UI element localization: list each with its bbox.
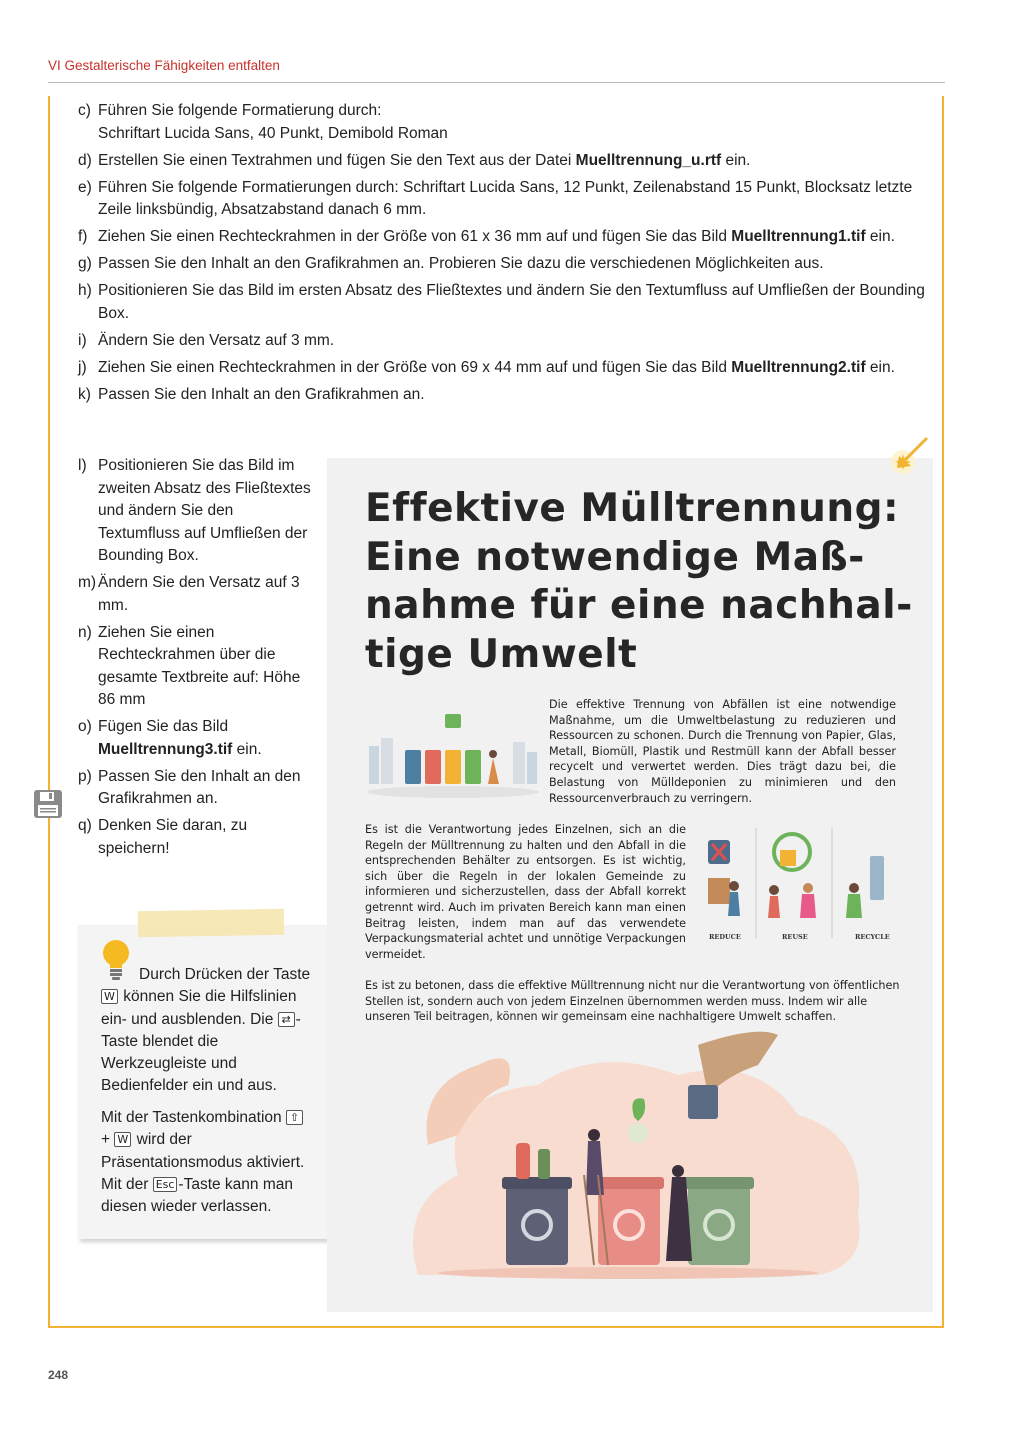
w-key-icon: W bbox=[101, 989, 118, 1004]
step-h: h) Positionieren Sie das Bild im ersten Absatz des Fließtextes und ändern Sie den Textumfluss auf Umfließen der Bounding Box. bbox=[78, 282, 925, 322]
w-key-icon: W bbox=[114, 1132, 131, 1147]
page-number: 248 bbox=[48, 1368, 69, 1382]
tape-strip bbox=[138, 909, 284, 938]
step-g: g) Passen Sie den Inhalt an den Grafikrahmen an. Probieren Sie dazu die verschiedenen Möglichkeiten aus. bbox=[78, 255, 824, 272]
recycle-label: RECYCLE bbox=[855, 933, 890, 941]
tip-paragraph-1: Durch Drücken der Taste W können Sie die Hilfslinien ein- und ausblenden. Die ⇄ -Taste blendet die Werkzeugleiste und Bedienfelder ein und aus. bbox=[101, 966, 311, 1095]
narrow-step-list bbox=[78, 455, 313, 865]
tip-paragraph-2: Mit der Tastenkombination ⇧ + W wird der Präsentationsmodus aktiviert. Mit der Esc -Taste kann man diesen wieder verlassen. bbox=[101, 1109, 305, 1216]
step-c: c) Führen Sie folgende Formatierung durch: Schriftart Lucida Sans, 40 Punkt, Demibold Roman bbox=[78, 102, 448, 142]
waste-bins-illustration bbox=[398, 1025, 880, 1280]
step-e: e) Führen Sie folgende Formatierungen durch: Schriftart Lucida Sans, 12 Punkt, Zeilenabstand 15 Punkt, Blocksatz letzte Zeile linksbündig, Absatzabstand danach 6 mm. bbox=[78, 178, 913, 218]
step-j: j) Ziehen Sie einen Rechteckrahmen in der Größe von 69 x 44 mm auf und fügen Sie das Bild Muelltrennung2.tif ein. bbox=[78, 358, 895, 376]
step-o: o) Fügen Sie das Bild Muelltrennung3.tif ein. bbox=[78, 718, 262, 758]
step-i: i) Ändern Sie den Versatz auf 3 mm. bbox=[78, 331, 335, 349]
recycling-city-illustration bbox=[363, 708, 541, 800]
step-list bbox=[78, 100, 928, 411]
filename: Muelltrennung2.tif bbox=[731, 358, 866, 376]
step-m: m) Ändern Sie den Versatz auf 3 mm. bbox=[78, 574, 300, 614]
filename: Muelltrennung1.tif bbox=[731, 228, 866, 245]
article-paragraph-2: Es ist die Verantwortung jedes Einzelnen, sich an die Regeln der Mülltrennung zu halten und den Abfall in die entsprechenden Behälter zu entsorgen. Es ist wichtig, sich über die Regeln in der lokalen Gemeinde zu informieren und sicherzustellen, dass der Abfall korrekt getrennt wird. Auch im privaten Bereich kann man einen Beitrag leisten, indem man auf das verwendete Verpackungsmaterial achtet und unnötige Verpackungen vermeidet. bbox=[365, 823, 686, 961]
shift-key-icon: ⇧ bbox=[286, 1110, 303, 1125]
filename: Muelltrennung_u.rtf bbox=[575, 151, 722, 169]
step-k: k) Passen Sie den Inhalt an den Grafikrahmen an. bbox=[78, 385, 425, 403]
filename: Muelltrennung3.tif bbox=[98, 740, 233, 758]
chapter-header: VI Gestalterische Fähigkeiten entfalten bbox=[48, 58, 280, 73]
step-f: f) Ziehen Sie einen Rechteckrahmen in der Größe von 61 x 36 mm auf und fügen Sie das Bild Muelltrennung1.tif ein. bbox=[78, 228, 895, 245]
reuse-label: REUSE bbox=[782, 933, 808, 941]
step-d: d) Erstellen Sie einen Textrahmen und fügen Sie den Text aus der Datei Muelltrennung_u.rtf ein. bbox=[78, 151, 751, 169]
step-n: n) Ziehen Sie einen Rechteckrahmen über die gesamte Textbreite auf: Höhe 86 mm bbox=[78, 623, 301, 708]
article-paragraph-1: Die effektive Trennung von Abfällen ist eine notwendige Maßnahme, um die Umweltbelastung zu reduzieren und Ressourcen zu schonen. Durch die Trennung von Papier, Glas, Metall, Biomüll, Plastik und Restmüll kann der Abfall besser recycelt und verwertet werden. Dies trägt dazu bei, die Belastung von Mülldeponien zu minimieren und den Ressourcenverbrauch zu verringern. bbox=[549, 698, 896, 805]
reduce-label: REDUCE bbox=[709, 933, 741, 941]
step-q: q) Denken Sie daran, zu speichern! bbox=[78, 817, 248, 857]
step-l: l) Positionieren Sie das Bild im zweiten Absatz des Fließtextes und ändern Sie den Textumfluss auf Umfließen der Bounding Box. bbox=[78, 457, 311, 564]
article-paragraph-3: Es ist zu betonen, dass die effektive Mülltrennung nicht nur die Verantwortung von öffentlichen Stellen ist, sondern auch von jedem Einzelnen übernommen werden muss. Indem wir alle unseren Teil beitragen, können wir gemeinsam eine nachhaltigere Umwelt schaffen. bbox=[365, 979, 900, 1024]
sparkle-arrow-icon bbox=[889, 432, 933, 476]
floppy-disk-icon bbox=[33, 789, 63, 819]
step-p: p) Passen Sie den Inhalt an den Grafikrahmen an. bbox=[78, 767, 301, 807]
article-title: Effektive Mülltrennung: Eine notwendige Maßnahme für eine nachhaltige Umwelt bbox=[365, 486, 913, 677]
esc-key-icon: Esc bbox=[153, 1177, 178, 1192]
tab-key-icon: ⇄ bbox=[278, 1012, 295, 1027]
header-rule bbox=[48, 82, 945, 83]
reduce-reuse-recycle-illustration bbox=[694, 826, 896, 946]
